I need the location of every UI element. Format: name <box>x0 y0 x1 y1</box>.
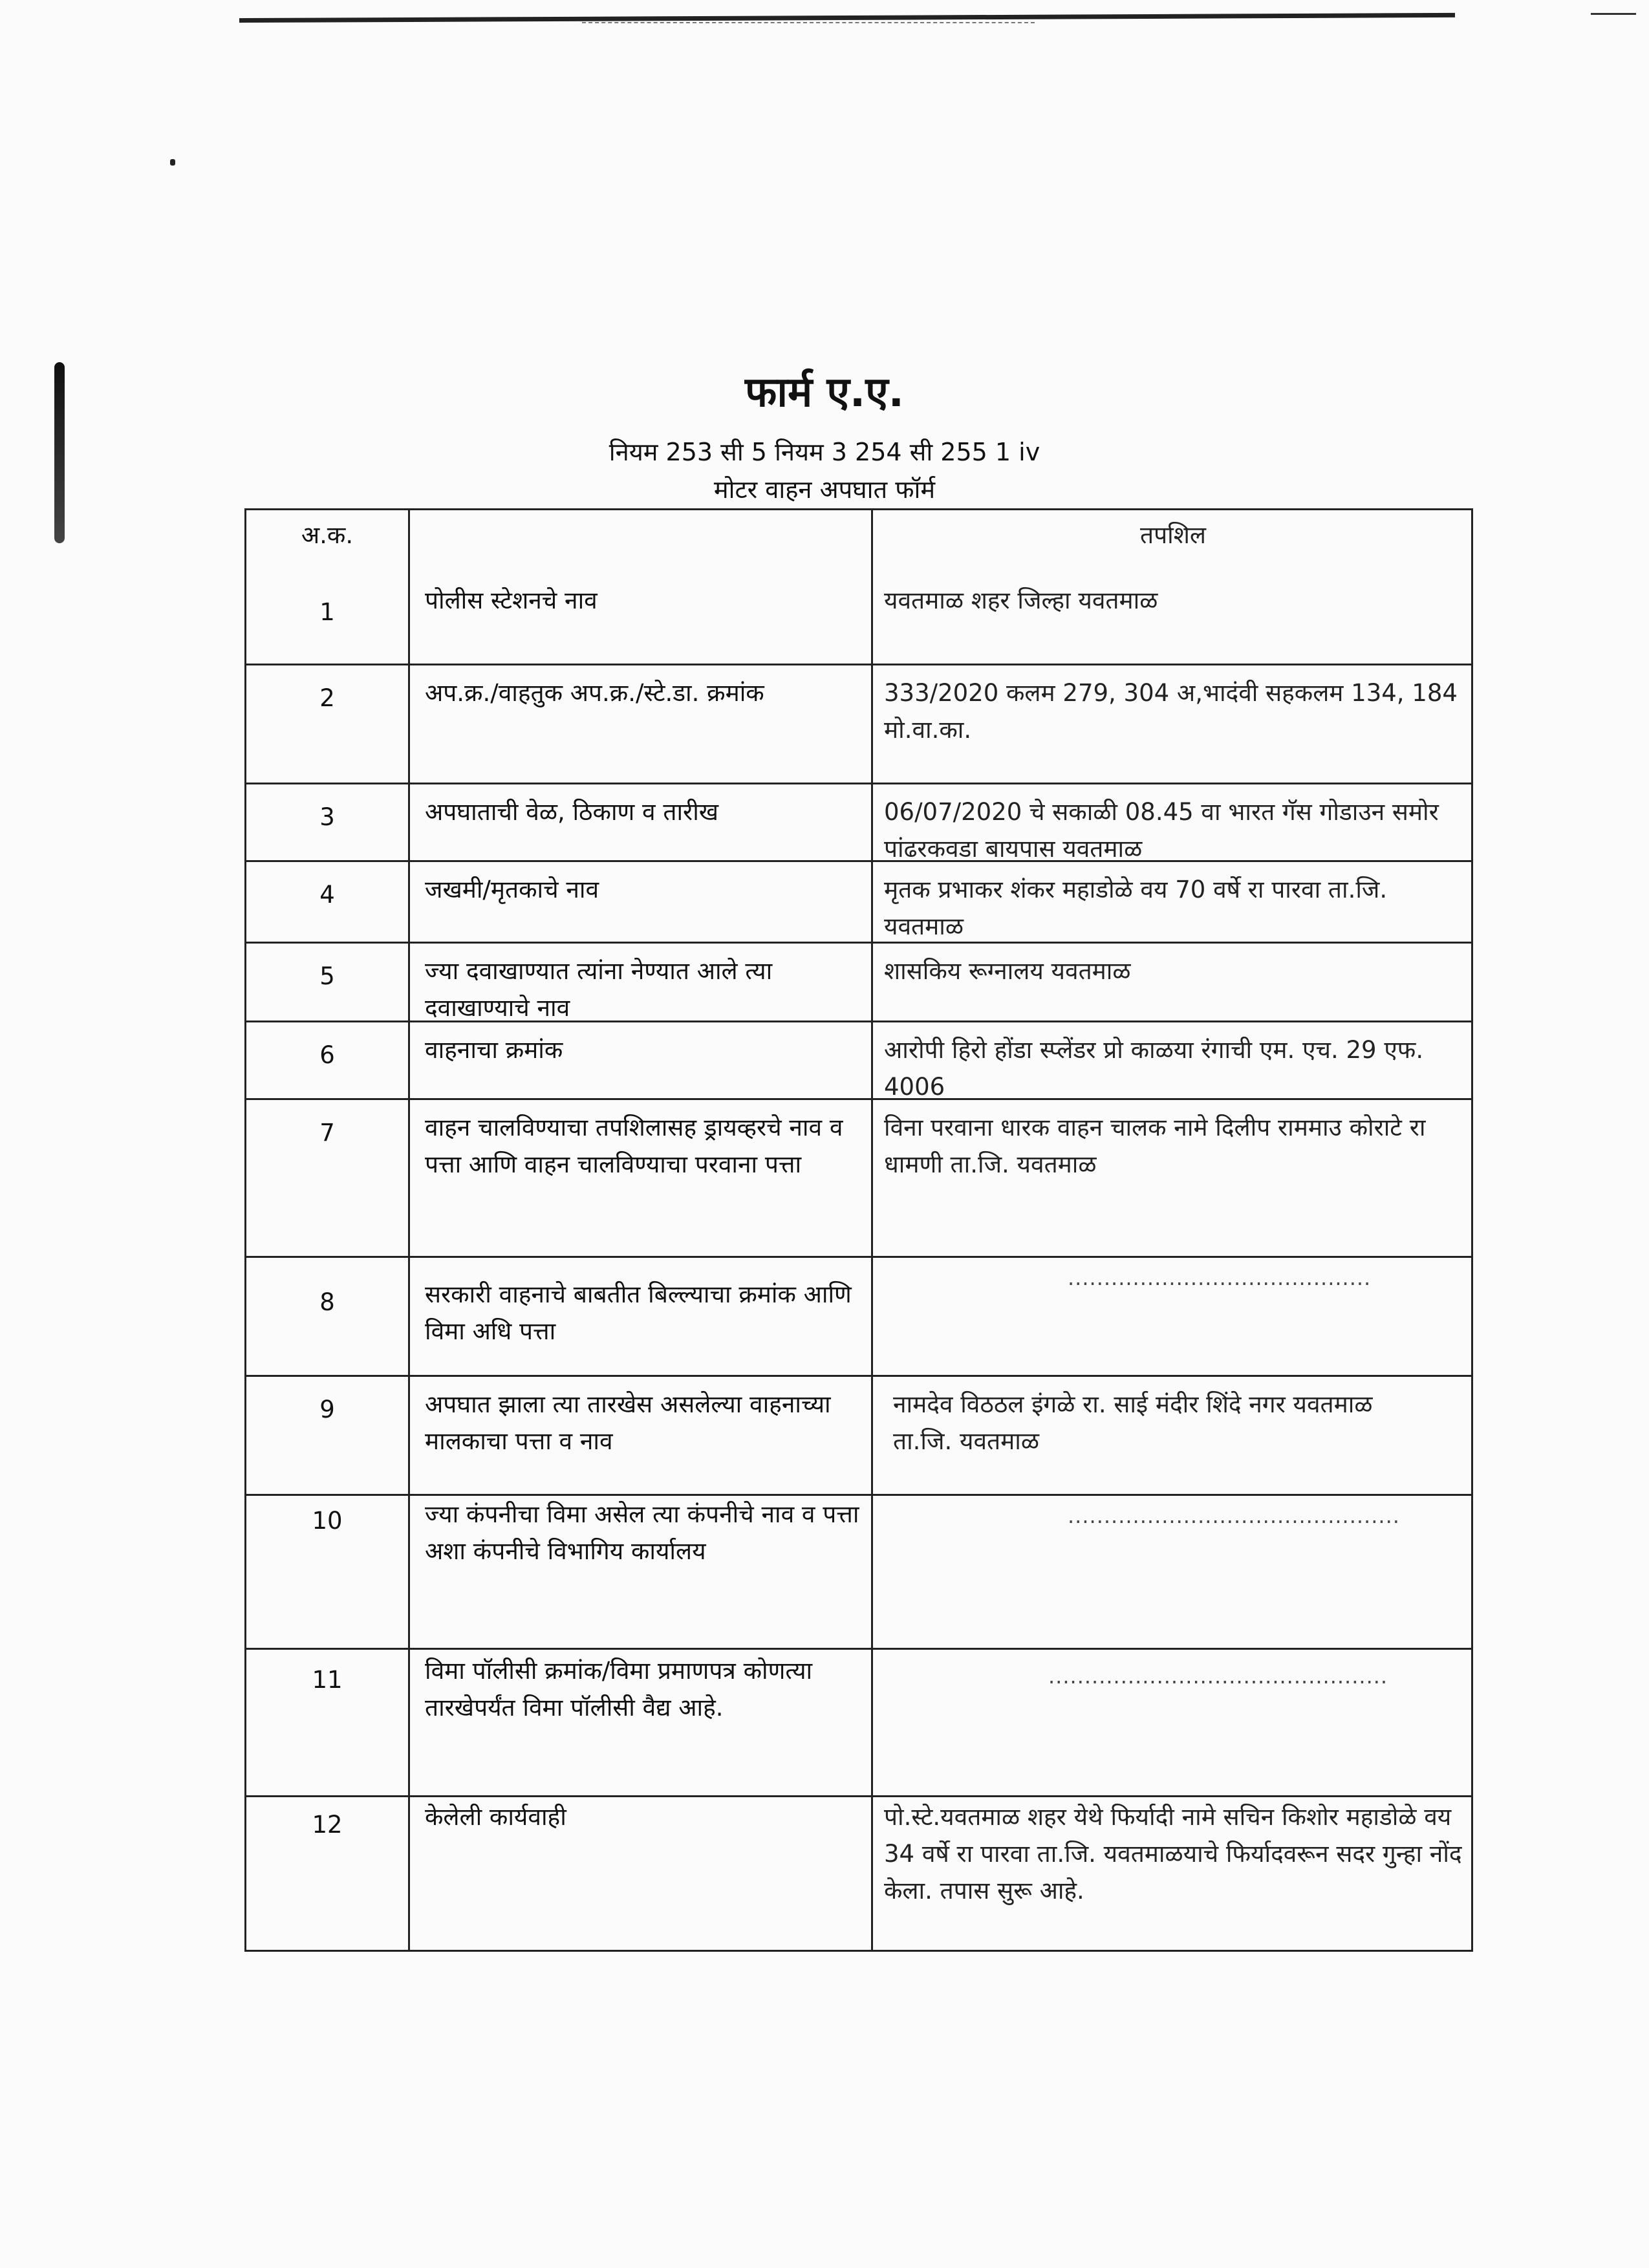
header-details: तपशिल <box>1140 521 1206 549</box>
row-number: 5 <box>319 962 335 990</box>
scan-edge-line <box>239 13 1455 23</box>
row-value: नामदेव विठठल इंगळे रा. साई मंदीर शिंदे नगर यवतमाळ ता.जि. यवतमाळ <box>893 1390 1373 1455</box>
table-row <box>246 1098 1471 1178</box>
column-divider <box>408 508 410 1950</box>
row-number: 2 <box>319 684 335 712</box>
row-value: शासकिय रूग्नालय यवतमाळ <box>884 957 1131 985</box>
row-label: वाहन चालविण्याचा तपशिलासह ड्रायव्हरचे नाव व पत्ता आणि वाहन चालविण्याचा परवाना पत्ता <box>425 1114 843 1178</box>
row-value-blank: .............................................. <box>1068 1504 1400 1528</box>
table-row <box>246 664 1471 744</box>
row-label: अप.क्र./वाहतुक अप.क्र./स्टे.डा. क्रमांक <box>425 679 764 707</box>
form-rule-reference: नियम 253 सी 5 नियम 3 254 सी 255 1 iv <box>609 438 1040 466</box>
header-serial-number: अ.क. <box>301 521 354 549</box>
table-row <box>246 1795 1471 1905</box>
accident-form-table <box>244 508 1473 1952</box>
scan-edge-line <box>1591 13 1636 15</box>
table-row <box>246 860 1471 940</box>
row-value: आरोपी हिरो होंडा स्प्लेंडर प्रो काळया रंगाची एम. एच. 29 एफ. 4006 <box>884 1036 1424 1101</box>
row-value: यवतमाळ शहर जिल्हा यवतमाळ <box>884 587 1158 614</box>
table-row <box>246 1648 1471 1722</box>
form-subtitle: मोटर वाहन अपघात फॉर्म <box>713 475 936 504</box>
row-number: 9 <box>319 1396 335 1423</box>
row-label: वाहनाचा क्रमांक <box>425 1036 563 1064</box>
row-number: 3 <box>319 803 335 831</box>
row-label: पोलीस स्टेशनचे नाव <box>425 587 598 614</box>
row-number: 7 <box>319 1119 335 1147</box>
row-label: जखमी/मृतकाचे नाव <box>425 876 599 903</box>
table-row <box>246 1375 1471 1455</box>
row-number: 4 <box>319 881 335 909</box>
row-label: विमा पॉलीसी क्रमांक/विमा प्रमाणपत्र कोणत्या तारखेपर्यंत विमा पॉलीसी वैद्य आहे. <box>425 1657 813 1722</box>
row-value: विना परवाना धारक वाहन चालक नामे दिलीप राममाउ कोराटे रा धामणी ता.जि. यवतमाळ <box>884 1114 1426 1178</box>
column-divider <box>871 508 873 1950</box>
scan-speck <box>170 159 175 166</box>
row-label: अपघात झाला त्या तारखेस असलेल्या वाहनाच्या मालकाचा पत्ता व नाव <box>425 1390 831 1455</box>
table-row <box>246 1494 1471 1565</box>
row-number: 12 <box>312 1811 343 1839</box>
table-row <box>246 1021 1471 1101</box>
row-label: अपघाताची वेळ, ठिकाण व तारीख <box>425 798 719 826</box>
row-label: ज्या कंपनीचा विमा असेल त्या कंपनीचे नाव व पत्ता अशा कंपनीचे विभागिय कार्यालय <box>425 1500 859 1565</box>
row-value-blank: .......................................... <box>1068 1266 1372 1290</box>
row-number: 8 <box>319 1288 335 1316</box>
row-value: पो.स्टे.यवतमाळ शहर येथे फिर्यादी नामे सचिन किशोर महाडोळे वय 34 वर्षे रा पारवा ता.जि. यवतमाळयाचे फिर्यादवरून सदर गुन्हा नोंद केला. तपास सुरू आहे. <box>884 1803 1462 1905</box>
form-title: फार्म ए.ए. <box>745 369 904 416</box>
row-number: 11 <box>312 1666 343 1694</box>
table-row <box>246 942 1471 1022</box>
row-label: ज्या दवाखाण्यात त्यांना नेण्यात आले त्या दवाखाण्याचे नाव <box>425 957 773 1022</box>
row-label: सरकारी वाहनाचे बाबतीत बिल्ल्याचा क्रमांक आणि विमा अधि पत्ता <box>425 1280 852 1345</box>
scan-edge-line <box>582 22 1035 23</box>
table-row <box>246 783 1471 863</box>
table-header-row <box>246 508 1471 570</box>
row-number: 1 <box>319 598 335 626</box>
row-value: 333/2020 कलम 279, 304 अ,भादंवी सहकलम 134, 184 मो.वा.का. <box>884 679 1458 744</box>
row-value: 06/07/2020 चे सकाळी 08.45 वा भारत गॅस गोडाउन समोर पांढरकवडा बायपास यवतमाळ <box>884 798 1439 863</box>
row-number: 10 <box>312 1507 343 1535</box>
table-row <box>246 1256 1471 1345</box>
row-number: 6 <box>319 1041 335 1069</box>
row-value-blank: ............................................... <box>1048 1664 1388 1689</box>
row-value: मृतक प्रभाकर शंकर महाडोळे वय 70 वर्षे रा पारवा ता.जि. यवतमाळ <box>884 876 1388 940</box>
row-label: केलेली कार्यवाही <box>425 1803 566 1831</box>
